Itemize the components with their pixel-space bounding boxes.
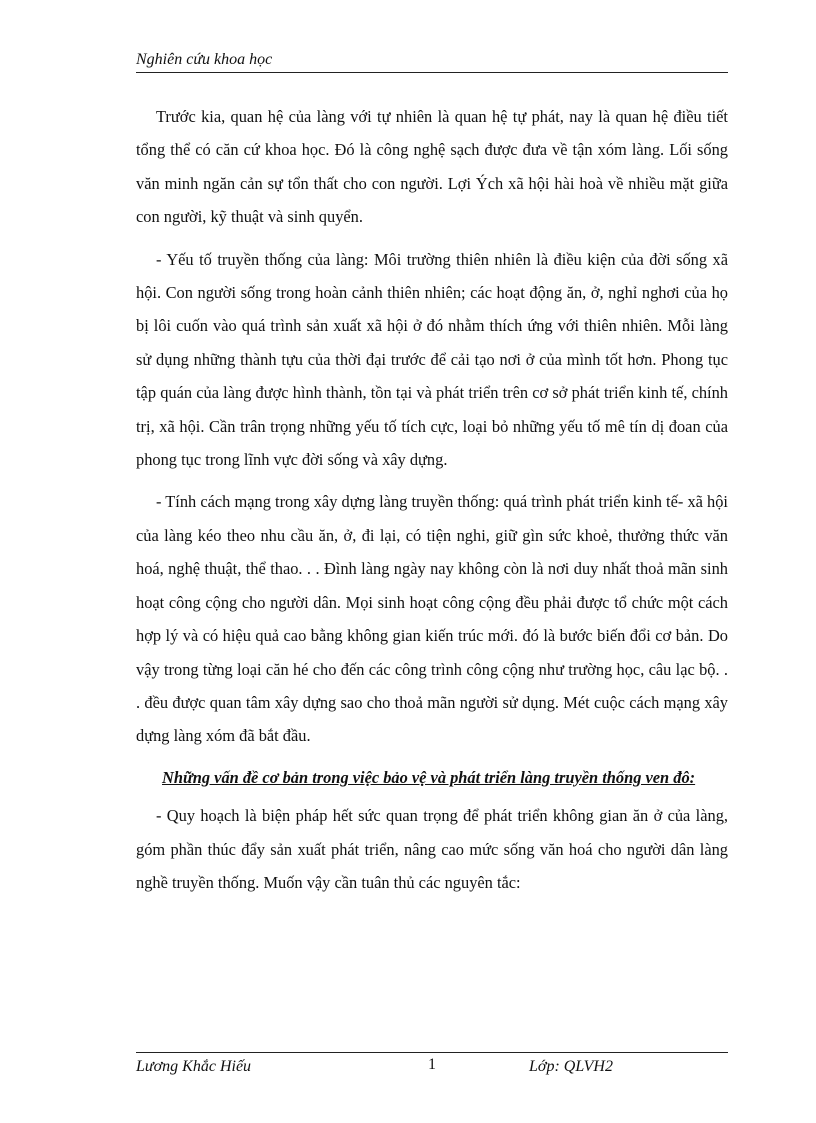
paragraph-traditional-factors: - Yếu tố truyền thống của làng: Môi trường thiên nhiên là điều kiện của đời sống xã hội. Con người sống trong hoàn cảnh thiên nhiên; các hoạt động ăn, ở, nghỉ nghơi của họ bị lôi cuốn vào quá trình sản xuất xã hội ở đó nhằm thích ứng với thiên nhiên. Mỗi làng sử dụng những thành tựu của thời đại trước để cải tạo nơi ở của mình tốt hơn. Phong tục tập quán của làng được hình thành, tồn tại và phát triển trên cơ sở phát triển kinh tế, chính trị, xã hội. Cần trân trọng những yếu tố tích cực, loại bỏ những yếu tố mê tín dị đoan của phong tục trong lĩnh vực đời sống và xây dựng.	[136, 249, 728, 470]
paragraph-planning: - Quy hoạch là biện pháp hết sức quan trọng để phát triển không gian ăn ở của làng, góm phần thúc đẩy sản xuất phát triển, nâng cao mức sống văn hoá cho người dân làng nghề truyền thống. Muốn vậy cần tuân thủ các nguyên tắc:	[136, 806, 728, 892]
footer-class-label: Lớp: QLVH2	[529, 1058, 613, 1075]
header-title: Nghiên cứu khoa học	[136, 51, 273, 68]
page-header	[136, 50, 728, 73]
document-body	[136, 100, 728, 899]
section-heading: Những vấn đề cơ bản trong việc bảo vệ và phát triển làng truyền thống ven đô:	[162, 767, 696, 787]
paragraph-revolutionary-construction: - Tính cách mạng trong xây dựng làng truyền thống: quá trình phát triển kinh tế- xã hội của làng kéo theo nhu cầu ăn, ở, đi lại, có tiện nghi, giữ gìn sức khoẻ, thưởng thức văn hoá, nghệ thuật, thể thao. . . Đình làng ngày nay không còn là nơi duy nhất thoả mãn sinh hoạt công cộng cho người dân. Mọi sinh hoạt công cộng đều phải được tổ chức một cách hợp lý và có hiệu quả cao bằng không gian kiến trúc mới. đó là bước biến đổi cơ bản. Do vậy trong từng loại căn hé cho đến các công trình công cộng như trường học, câu lạc bộ. . . đều được quan tâm xây dựng sao cho thoả mãn người sử dụng. Mét cuộc cách mạng xây dựng làng xóm đã bắt đầu.	[136, 492, 728, 746]
page-footer	[136, 1052, 728, 1083]
footer-author: Lương Khắc Hiếu	[136, 1058, 252, 1075]
paragraph-relationship-nature: Trước kia, quan hệ của làng với tự nhiên là quan hệ tự phát, nay là quan hệ điều tiết tổng thể có căn cứ khoa học. Đó là công nghệ sạch được đưa về tận xóm làng. Lối sống văn minh ngăn cản sự tổn thất cho con người. Lợi Ých xã hội hài hoà về nhiều mặt giữa con người, kỹ thuật và sinh quyển.	[136, 107, 728, 227]
page-number: 1	[428, 1056, 436, 1073]
